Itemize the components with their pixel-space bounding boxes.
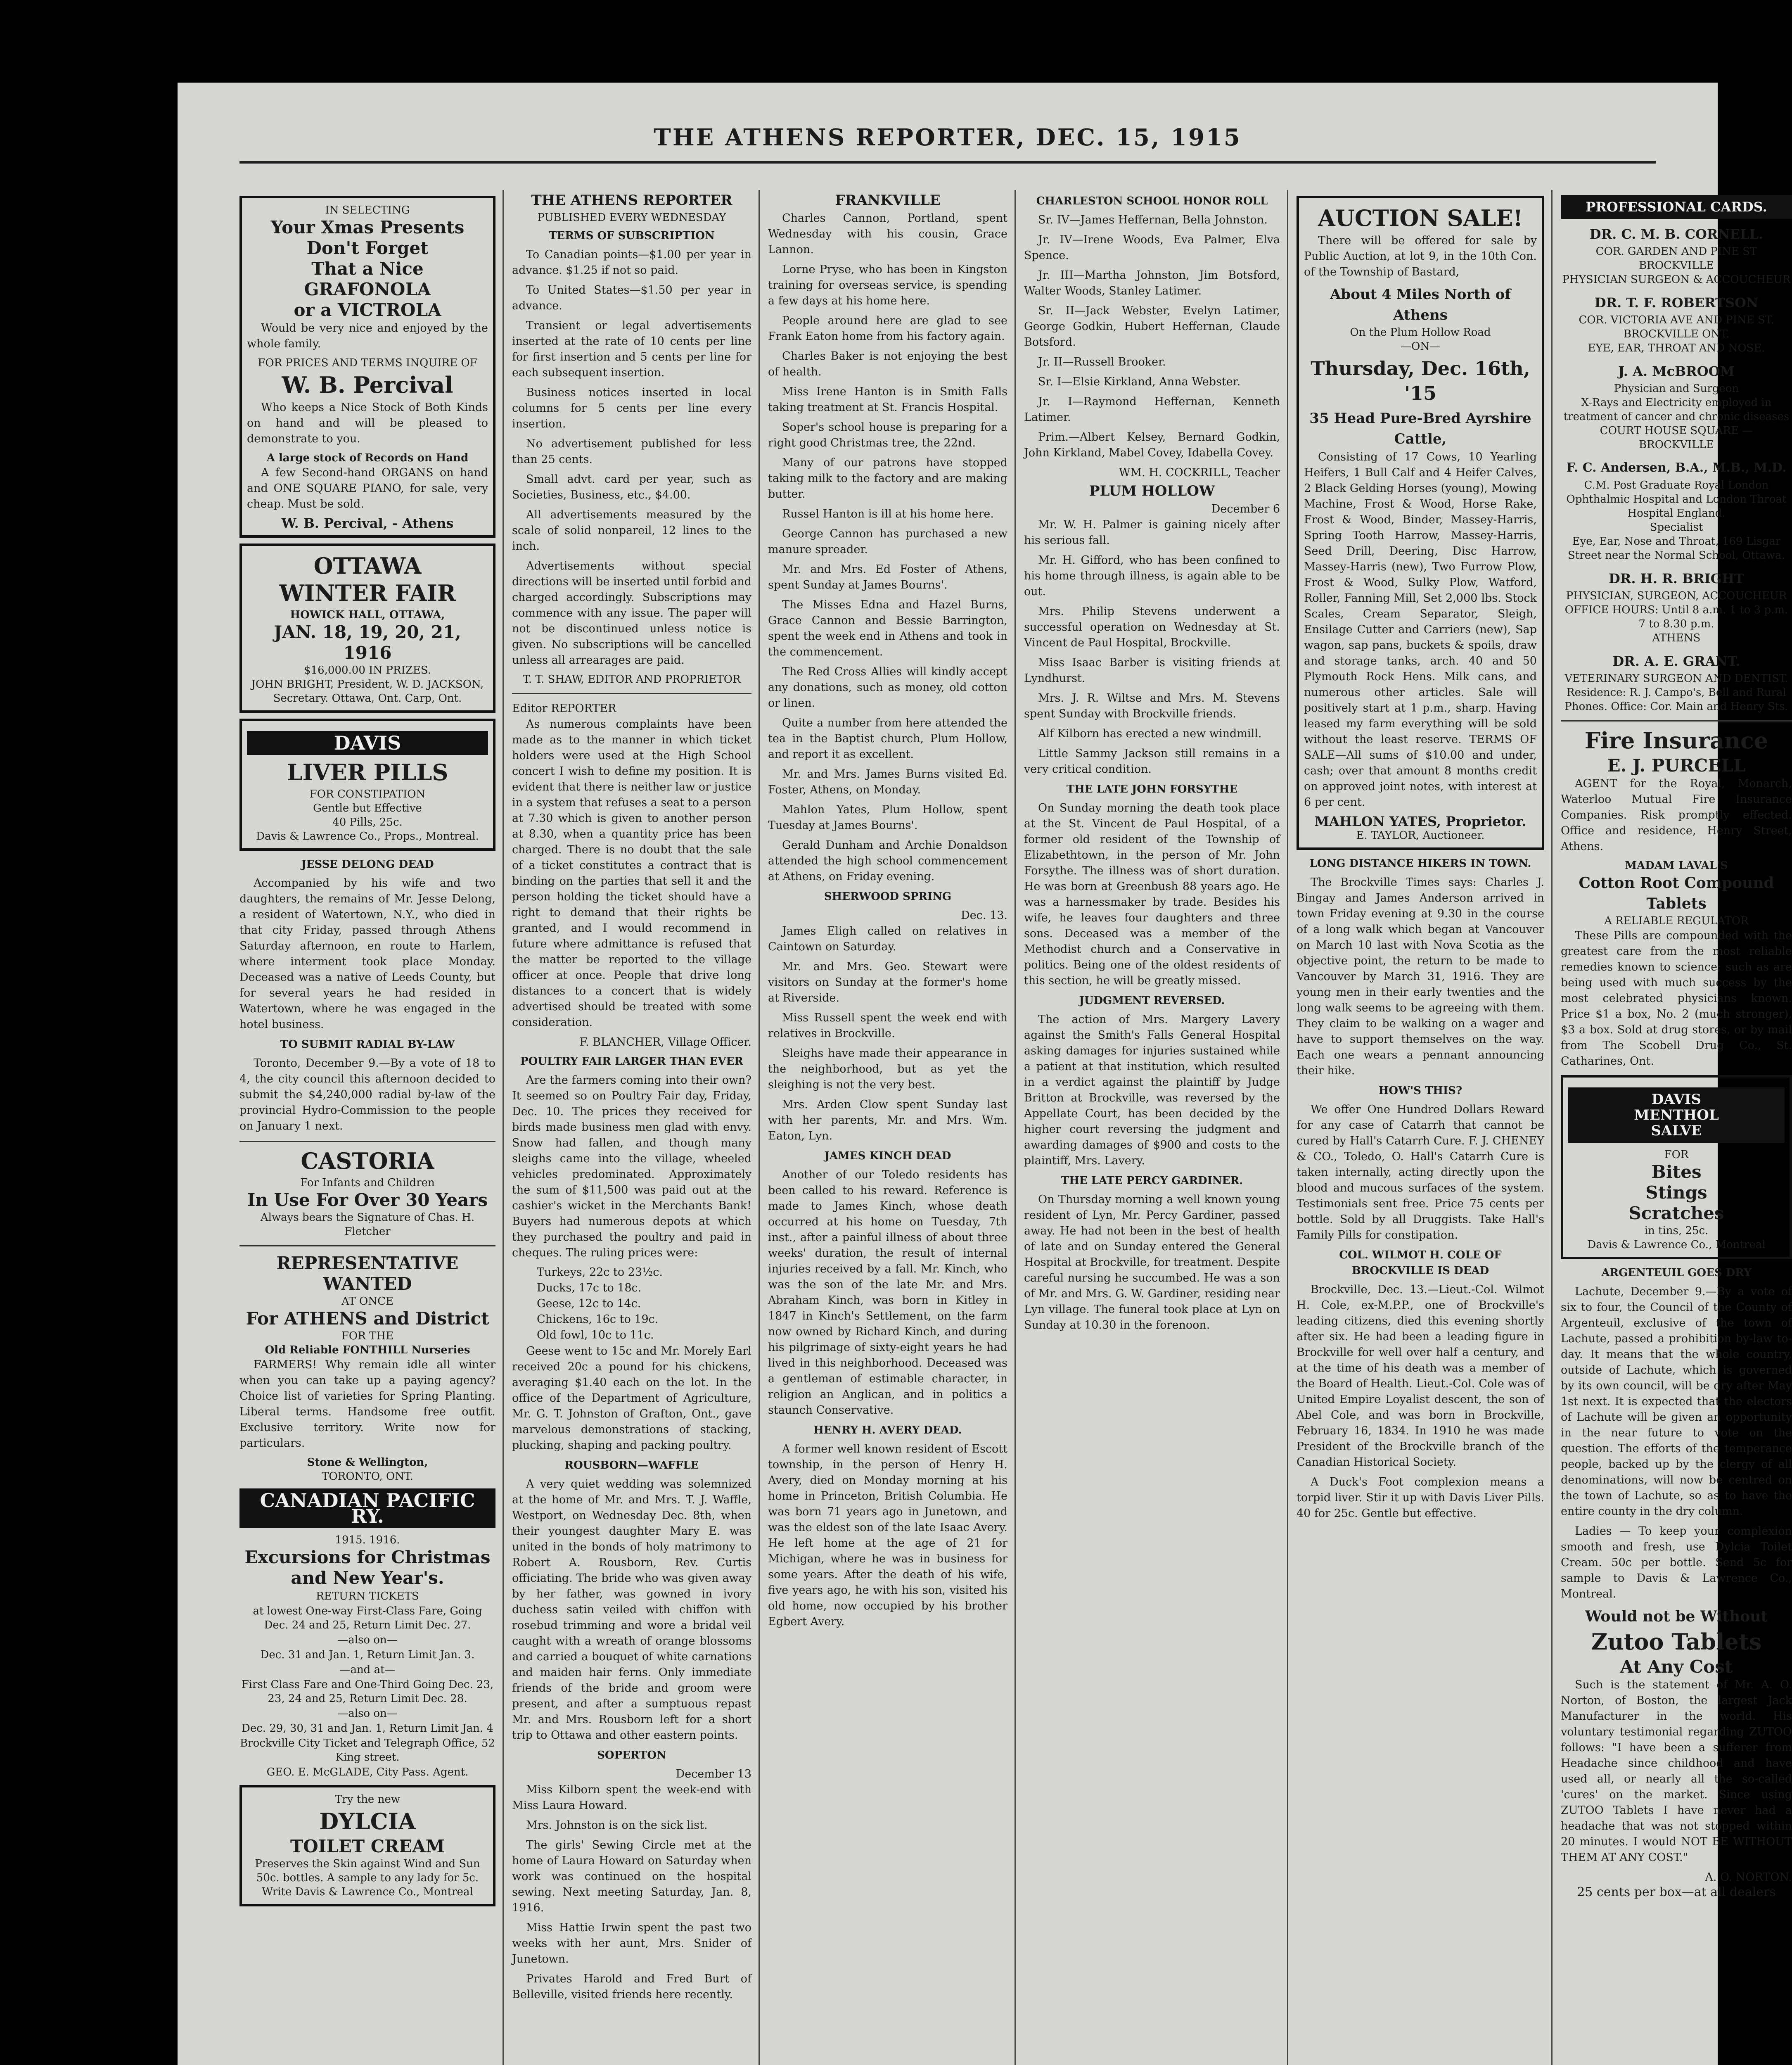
liver-pills-title: LIVER PILLS xyxy=(287,759,448,786)
zutoo-line: Would not be Without xyxy=(1585,1608,1768,1625)
cole-headline: COL. WILMOT H. COLE OF BROCKVILLE IS DEAD xyxy=(1339,1249,1502,1277)
fair-officers: JOHN BRIGHT, President, W. D. JACKSON, Secretary. Ottawa, Ont. Carp, Ont. xyxy=(251,678,484,705)
card xyxy=(1561,651,1792,714)
purcell-name: E. J. PURCELL xyxy=(1607,755,1746,776)
laval-head: MADAM LAVAL'S xyxy=(1625,859,1728,872)
price-item: Old fowl, 10c to 11c. xyxy=(537,1329,654,1341)
cpr-line: Dec. 29, 30, 31 and Jan. 1, Return Limit Jan. 4 xyxy=(242,1722,493,1735)
soperton-headline: SOPERTON xyxy=(597,1749,666,1761)
forsythe-headline: THE LATE JOHN FORSYTHE xyxy=(1066,783,1238,795)
editor-line: T. T. SHAW, EDITOR AND PROPRIETOR xyxy=(523,673,741,686)
pills-line: Gentle but Effective xyxy=(313,802,422,814)
frankville-item: Mahlon Yates, Plum Hollow, spent Tuesday at James Bourns'. xyxy=(768,803,1007,832)
card-name: F. C. Andersen, B.A., M.B., M.D. xyxy=(1566,460,1787,475)
frankville-item: Russel Hanton is ill at his home here. xyxy=(782,508,994,520)
delong-headline: JESSE DELONG DEAD xyxy=(301,858,434,871)
plum-date: December 6 xyxy=(1211,503,1280,515)
letter-sign: F. BLANCHER, Village Officer. xyxy=(579,1036,751,1049)
percival-body: Who keeps a Nice Stock of Both Kinds on hand and will be pleased to demonstrate to you. xyxy=(247,401,488,445)
xmas-line: IN SELECTING xyxy=(325,204,410,216)
card xyxy=(1561,568,1792,645)
auction-road: On the Plum Hollow Road xyxy=(1350,326,1491,339)
subs-para: All advertisements measured by the scale of solid nonpareil, 12 lines to the inch. xyxy=(512,508,751,553)
card xyxy=(1561,458,1792,563)
card-name: DR. H. R. BRIGHT xyxy=(1609,571,1744,586)
honor-item: Jr. IV—Irene Woods, Eva Palmer, Elva Spence. xyxy=(1024,233,1280,262)
cpr-line: First Class Fare and One-Third Going Dec. 23, 23, 24 and 25, Return Limit Dec. 28. xyxy=(241,1678,494,1705)
plum-item: Mrs. J. R. Wiltse and Mrs. M. Stevens spent Sunday with Brockville friends. xyxy=(1024,692,1280,720)
wanted-body: FARMERS! Why remain idle all winter when you can take up a paying agency? Choice list of varieties for Spring Planting. Liberal terms. Handsome free outfit. Exclusive territory. Write now for particulars. xyxy=(239,1358,495,1450)
honor-item: Jr. II—Russell Brooker. xyxy=(1038,356,1166,368)
frankville-item: Gerald Dunham and Archie Donaldson attended the high school commencement at Athens, on Friday evening. xyxy=(768,839,1007,883)
card-name: DR. C. M. B. CORNELL. xyxy=(1589,226,1764,242)
radial-body: Toronto, December 9.—By a vote of 18 to 4, the city council this afternoon decided to submit the $4,240,000 radial by-law of the provincial Hydro-Commission to the people on January 1 next. xyxy=(239,1057,495,1132)
cpr-line: at lowest One-way First-Class Fare, Going Dec. 24 and 25, Return Limit Dec. 27. xyxy=(253,1605,482,1631)
organs-line: A few Second-hand ORGANS on hand and ONE SQUARE PIANO, for sale, very cheap. Must be sold. xyxy=(247,466,488,510)
radial-headline: TO SUBMIT RADIAL BY-LAW xyxy=(280,1038,455,1051)
auction-on: —ON— xyxy=(1400,340,1441,353)
plum-item: Miss Isaac Barber is visiting friends at Lyndhurst. xyxy=(1024,656,1280,685)
auction-sign: MAHLON YATES, Proprietor. xyxy=(1314,814,1527,829)
dylcia-line: TOILET CREAM xyxy=(290,1836,445,1856)
letter-salutation: Editor REPORTER xyxy=(512,702,616,715)
sherwood-item: Mr. and Mrs. Geo. Stewart were visitors on Sunday at the former's home at Riverside. xyxy=(768,960,1007,1004)
honor-item: Jr. III—Martha Johnston, Jim Botsford, Walter Woods, Stanley Latimer. xyxy=(1024,269,1280,297)
frankville-item: The Red Cross Allies will kindly accept any donations, such as money, old cotton or linen. xyxy=(768,665,1007,710)
honor-sign: WM. H. COCKRILL, Teacher xyxy=(1119,466,1280,479)
delong-body: Accompanied by his wife and two daughters, the remains of Mr. Jesse Delong, a resident of Watertown, N.Y., who died in that city Friday, passed through Athens Saturday afternoon, en route to Harlem, where interment took place Monday. Deceased was a native of Leeds County, but for several years he had resided in Watertown, where he was engaged in the hotel business. xyxy=(239,877,495,1031)
card-line: Eye, Ear, Nose and Throat, 169 Lisgar Street near the Normal School, Ottawa. xyxy=(1568,535,1785,562)
card xyxy=(1561,361,1792,452)
cole-body: Brockville, Dec. 13.—Lieut.-Col. Wilmot H. Cole, ex-M.P.P., one of Brockville's leading citizens, died this evening shortly after six. He had been a leading figure in Brockville for well over half a century, and at the time of his death was a member of the Board of Health. Lieut.-Col. Cole was of United Empire Loyalist descent, the son of Abel Cole, and was born in Brockville, February 16, 1834. In 1910 he was made President of the Brockville branch of the Canadian Historical Society. xyxy=(1297,1283,1544,1469)
honor-item: Prim.—Albert Kelsey, Bernard Godkin, John Kirkland, Mabel Covey, Idabella Covey. xyxy=(1024,431,1280,459)
auction-body: Consisting of 17 Cows, 10 Yearling Heifers, 1 Bull Calf and 4 Heifer Calves, 2 Black Gelding Horses (young), Mowing Machine, Frost & Wood, Horse Rake, Frost & Wood, Binder, Massey-Harris, Spring Tooth Harrow, Massey-Harris, Seed Drill, Deering, Disc Harrow, Massey-Harris (new), Two Furrow Plow, Frost & Wood, Sulky Plow, Watford, Roller, Fanning Mill, Set 2,000 lbs. Stock Scales, Cream Separator, Sleigh, Ensilage Cutter and Carriers (new), Sap wagon, sap pans, buckets & spoils, draw and storage tanks, arch. 40 and 50 Plymouth Rock Hens. Milk cans, and numerous other articles. Sale will positively start at 1 p.m., sharp. Having leased my farm everything will be sold without the least reserve. TERMS OF SALE—All sums of $10.00 and under, cash; over that amount 8 months credit on approved joint notes, with interest at 6 per cent. xyxy=(1304,451,1537,809)
auction-location: About 4 Miles North of Athens xyxy=(1330,286,1511,323)
honor-item: Sr. IV—James Heffernan, Bella Johnston. xyxy=(1038,214,1268,226)
card xyxy=(1561,224,1792,287)
card-line: EYE, EAR, THROAT AND NOSE. xyxy=(1588,342,1765,354)
dylcia-title: DYLCIA xyxy=(319,1808,416,1835)
subs-para: Small advt. card per year, such as Societies, Business, etc., $4.00. xyxy=(512,473,751,501)
menthol-line: DAVIS xyxy=(1651,1091,1702,1108)
kinch-headline: JAMES KINCH DEAD xyxy=(824,1150,951,1162)
subs-para: Advertisements without special directions will be inserted until forbid and charged accordingly. Subscriptions may commence with any issue. The paper will not be discontinued unless notice is given. No subscriptions will be cancelled unless all arrearages are paid. xyxy=(512,560,751,667)
menthol-line: SALVE xyxy=(1651,1123,1702,1139)
wanted-title: REPRESENTATIVE WANTED xyxy=(276,1253,459,1294)
zutoo-line: At Any Cost xyxy=(1620,1657,1733,1677)
cpr-title: Excursions for Christmas and New Year's. xyxy=(244,1547,491,1588)
wedding-headline: ROUSBORN—WAFFLE xyxy=(564,1459,699,1472)
percival-sign: W. B. Percival, - Athens xyxy=(281,515,454,531)
subs-para: To United States—$1.50 per year in advance. xyxy=(512,284,751,312)
frankville-item: Lorne Pryse, who has been in Kingston training for overseas service, is spending a few days at his home here. xyxy=(768,263,1007,307)
frankville-item: People around here are glad to see Frank Eaton home from his factory again. xyxy=(768,314,1007,343)
menthol-line: in tins, 25c. xyxy=(1644,1225,1709,1237)
cpr-line: —also on— xyxy=(337,1634,398,1646)
menthol-line: FOR xyxy=(1664,1149,1689,1161)
duck-foot-ad: A Duck's Foot complexion means a torpid liver. Stir it up with Davis Liver Pills. 40 for 25c. Gentle but effective. xyxy=(1297,1476,1544,1520)
wedding-body: A very quiet wedding was solemnized at the home of Mr. and Mrs. T. J. Waffle, Westport, on Wednesday Dec. 8th, when their youngest daughter Mary E. was united in the bonds of holy matrimony to Robert A. Rousborn, Rev. Curtis officiating. The bride who was given away by her father, was gowned in ivory duchess satin veiled with chiffon with rosebud trimming and wore a bridal veil caught with a wreath of orange blossoms and carried a bouquet of white carnations and maiden hair ferns. Only immediate friends of the bride and groom were present, and after a sumptuous repast Mr. and Mrs. Rousborn left for a short trip to Ottawa and other eastern points. xyxy=(512,1478,751,1742)
avery-body: A former well known resident of Escott township, in the person of Henry H. Avery, died on Monday morning at his home in Princeton, British Columbia. He was born 71 years ago in Junetown, and was the eldest son of the late Isaac Avery. He left home at the age of 21 for Michigan, where he was in business for some years. After the death of his wife, five years ago, he with his son, visited his old home, now occupied by his brother Egbert Avery. xyxy=(768,1443,1007,1628)
price-item: Ducks, 17c to 18c. xyxy=(537,1282,642,1294)
auctioneer: E. TAYLOR, Auctioneer. xyxy=(1356,829,1485,842)
fair-title: OTTAWA xyxy=(313,553,422,579)
pills-line: FOR CONSTIPATION xyxy=(309,788,426,800)
card-line: Specialist xyxy=(1650,521,1703,534)
plum-item: Mr. H. Gifford, who has been confined to his home through illness, is again able to be out. xyxy=(1024,554,1280,598)
card-line: Physician and Surgeon xyxy=(1614,382,1739,395)
soperton-item: Privates Harold and Fred Burt of Belleville, visited friends here recently. xyxy=(512,1972,751,2001)
purcell-body: AGENT for the Royal, Monarch, Waterloo Mutual Fire Insurance Companies. Risk promptly effected. Office and residence, Henry Street, Athens. xyxy=(1561,777,1792,853)
newspaper-page xyxy=(178,83,1792,2065)
zutoo-price: 25 cents per box—at all dealers xyxy=(1577,1885,1776,1899)
frankville-headline: FRANKVILLE xyxy=(835,192,941,209)
divider xyxy=(239,1141,495,1142)
gardiner-body: On Thursday morning a well known young resident of Lyn, Mr. Percy Gardiner, passed away. He had not been in the best of health of late and on Sunday entered the General Hospital at Brockville, for treatment. Despite careful nursing he succumbed. He was a son of Mr. and Mrs. G. W. Gardiner, residing near Lyn village. The funeral took place at Lyn on Sunday at 10.30 in the forenoon. xyxy=(1024,1193,1280,1332)
column-rule xyxy=(503,190,504,2065)
cpr-line: GEO. E. McGLADE, City Pass. Agent. xyxy=(266,1766,469,1778)
judgment-body: The action of Mrs. Margery Lavery against the Smith's Falls General Hospital asking damages for injuries sustained while a patient at that institution, which resulted in a verdict against the plaintiff by Judge Britton at Brockville, was reversed by the Appellate Court, has been decided by the higher court reversing the judgment and awarding damages of $900 and costs to the plaintiff, Mrs. Lavery. xyxy=(1024,1013,1280,1167)
xmas-ad xyxy=(239,196,495,538)
subs-para: Business notices inserted in local columns for 5 cents per line every insertion. xyxy=(512,386,751,430)
laval-sub: A RELIABLE REGULATOR xyxy=(1604,915,1749,927)
laval-title: Cotton Root Compound Tablets xyxy=(1579,874,1774,912)
xmas-title: Your Xmas Presents xyxy=(270,217,465,237)
menthol-line: Davis & Lawrence Co., Montreal xyxy=(1587,1239,1766,1251)
column-rule xyxy=(759,190,760,2065)
ladies-ad: Ladies — To keep your complexion smooth and fresh, use Dylcia Toilet Cream. 50c per bottle. Send 5c for sample to Davis & Lawrence Co., Montreal. xyxy=(1561,1525,1792,1600)
poultry-body: Are the farmers coming into their own? It seemed so on Poultry Fair day, Friday, Dec. 10. The prices they received for birds made business men glad with envy. Snow had fallen, and though many sleighs came into the village, wheeled vehicles predominated. Approximately the sum of $11,500 was paid out at the cashier's wicket in the Merchants Bank! Buyers had numerous depots at which they purchased the poultry and paid in cheques. The ruling prices were: xyxy=(512,1074,751,1259)
wanted-line: AT ONCE xyxy=(341,1295,393,1308)
card-line: COR. GARDEN AND PINE ST xyxy=(1595,245,1757,258)
honor-item: Jr. I—Raymond Heffernan, Kenneth Latimer. xyxy=(1024,395,1280,424)
argenteuil-headline: ARGENTEUIL GOES DRY xyxy=(1601,1267,1752,1279)
zutoo-title: Zutoo Tablets xyxy=(1591,1628,1762,1655)
castoria-title: CASTORIA xyxy=(301,1148,434,1174)
cpr-line: RETURN TICKETS xyxy=(316,1590,419,1602)
dylcia-line: 50c. bottles. A sample to any lady for 5c. Write Davis & Lawrence Co., Montreal xyxy=(256,1872,479,1898)
xmas-body: Would be very nice and enjoyed by the whole family. xyxy=(247,322,488,350)
card-line: COR. VICTORIA AVE AND PINE ST. BROCKVILLE ONT. xyxy=(1579,314,1774,340)
paper-sub: PUBLISHED EVERY WEDNESDAY xyxy=(537,211,726,224)
davis-brand: DAVIS xyxy=(247,731,488,755)
paper-title: THE ATHENS REPORTER xyxy=(531,192,732,209)
frankville-item: Miss Irene Hanton is in Smith Falls taking treatment at St. Francis Hospital. xyxy=(768,385,1007,414)
frankville-item: Charles Cannon, Portland, spent Wednesday with his cousin, Grace Lannon. xyxy=(768,212,1007,256)
card-line: VETERINARY SURGEON AND DENTIST. xyxy=(1564,672,1788,685)
laval-body: These Pills are compounded with the greatest care from the most reliable remedies known to science; such as are being used with much success by the most celebrated physicians known. Price $1 a box, No. 2 (much stronger), $3 a box. Sold at drug stores, or by mail from The Scobell Drug Co., St. Catharines, Ont. xyxy=(1561,929,1792,1068)
soperton-item: Miss Hattie Irwin spent the past two weeks with her aunt, Mrs. Snider of Junetown. xyxy=(512,1921,751,1965)
frankville-item: Mr. and Mrs. Ed Foster of Athens, spent Sunday at James Bourns'. xyxy=(768,563,1007,591)
castoria-line: In Use For Over 30 Years xyxy=(247,1190,488,1210)
card-line: COURT HOUSE SQUARE — BROCKVILLE xyxy=(1600,425,1753,451)
kinch-body: Another of our Toledo residents has been called to his reward. Reference is made to James Kinch, whose death occurred at his home on Tuesday, 7th inst., after a painful illness of about three weeks' duration, the result of internal injuries received by a fall. Mr. Kinch, who was the son of the late Mr. and Mrs. Abraham Kinch, was born in Kitley in 1847 in Kinch's Settlement, on the farm now owned by Richard Kinch, and during his pilgrimage of sixty-eight years he had lived in this neighborhood. Deceased was a gentleman of estimable character, in religion an Anglican, and in politics a staunch Conservative. xyxy=(768,1168,1007,1417)
auction-date: Thursday, Dec. 16th, '15 xyxy=(1311,357,1530,404)
pills-price: 40 Pills, 25c. xyxy=(332,816,403,828)
poultry-prices xyxy=(512,1265,751,1343)
masthead-rule xyxy=(239,161,1656,164)
honor-item: Sr. II—Jack Webster, Evelyn Latimer, George Godkin, Hubert Heffernan, Claude Botsford. xyxy=(1024,304,1280,349)
frankville-item: The Misses Edna and Hazel Burns, Grace Cannon and Bessie Barrington, spent the week end in Athens and took in the commencement. xyxy=(768,598,1007,658)
dylcia-ad xyxy=(239,1785,495,1906)
fair-prizes: $16,000.00 IN PRIZES. xyxy=(304,664,431,676)
menthol-badge xyxy=(1568,1087,1785,1143)
divider xyxy=(1561,720,1792,722)
xmas-line: or a VICTROLA xyxy=(294,300,441,320)
menthol-salve-ad xyxy=(1561,1075,1792,1259)
hows-this-headline: HOW'S THIS? xyxy=(1378,1085,1463,1097)
wanted-line: FOR THE xyxy=(341,1330,394,1342)
column-rule xyxy=(1287,190,1288,2065)
card-line: ATHENS xyxy=(1652,632,1701,644)
sherwood-item: Miss Russell spent the week end with relatives in Brockville. xyxy=(768,1011,1007,1040)
xmas-terms: FOR PRICES AND TERMS INQUIRE OF xyxy=(258,357,477,369)
dylcia-line: Preserves the Skin against Wind and Sun xyxy=(255,1858,480,1870)
poultry-body-2: Geese went to 15c and Mr. Morely Earl received 20c a pound for his chickens, averaging $1.40 each on the lot. In the office of the Department of Agriculture, Mr. G. T. Johnston of Grafton, Ont., gave marvelous demonstrations of stacking, plucking, shaping and packing poultry. xyxy=(512,1345,751,1452)
wanted-line: Old Reliable FONTHILL Nurseries xyxy=(265,1344,470,1356)
gardiner-headline: THE LATE PERCY GARDINER. xyxy=(1061,1175,1243,1187)
card-name: DR. T. F. ROBERTSON xyxy=(1594,295,1759,311)
plum-item: Mrs. Philip Stevens underwent a successful operation on Wednesday at St. Vincent de Paul Hospital, Brockville. xyxy=(1024,605,1280,649)
xmas-line: That a Nice GRAFONOLA xyxy=(304,259,431,299)
subs-para: Transient or legal advertisements inserted at the rate of 10 cents per line for first insertion and 5 cents per line for each subsequent insertion. xyxy=(512,319,751,379)
cpr-line: Brockville City Ticket and Telegraph Office, 52 King street. xyxy=(240,1737,495,1764)
subs-para: No advertisement published for less than 25 cents. xyxy=(512,437,751,466)
castoria-signature: Always bears the Signature of Chas. H. Fletcher xyxy=(260,1211,475,1238)
menthol-line: Stings xyxy=(1645,1182,1707,1203)
card-name: DR. A. E. GRANT. xyxy=(1612,653,1740,669)
column-5 xyxy=(1297,190,1544,2065)
cpr-line: —also on— xyxy=(337,1707,398,1720)
frankville-item: Quite a number from here attended the tea in the Baptist church, Plum Hollow, and report it as excellent. xyxy=(768,717,1007,761)
price-item: Geese, 12c to 14c. xyxy=(537,1297,641,1310)
price-item: Turkeys, 22c to 23½c. xyxy=(537,1266,663,1279)
sherwood-headline: SHERWOOD SPRING xyxy=(824,890,952,903)
castoria-line: For Infants and Children xyxy=(300,1177,435,1189)
subs-para: To Canadian points—$1.00 per year in advance. $1.25 if not so paid. xyxy=(512,248,751,277)
cpr-line: —and at— xyxy=(339,1664,396,1676)
plum-hollow-headline: PLUM HOLLOW xyxy=(1089,483,1215,499)
soperton-item: Mrs. Johnston is on the sick list. xyxy=(526,1819,708,1832)
card-line: C.M. Post Graduate Royal London Ophthalmic Hospital and London Throat Hospital England. xyxy=(1566,479,1787,520)
card-line: Residence: R. J. Campo's, Bell and Rural Phones. Office: Cor. Main and Henry Sts. xyxy=(1564,686,1788,713)
sherwood-item: Sleighs have made their appearance in the neighborhood, but as yet the sleighing is not the very best. xyxy=(768,1047,1007,1091)
forsythe-body: On Sunday morning the death took place at the St. Vincent de Paul Hospital, of a former old resident of the Township of Elizabethtown, in the person of Mr. John Forsythe. The illness was of short duration. He was born at Greenbush 88 years ago. He was a harnessmaker by trade. Besides his wife, he leaves four daughters and three sons. Deceased was a member of the Methodist church and a Conservative in politics. Being one of the oldest residents of this section, he will be greatly missed. xyxy=(1024,802,1280,987)
cpr-line: Dec. 31 and Jan. 1, Return Limit Jan. 3. xyxy=(260,1649,475,1661)
pills-maker: Davis & Lawrence Co., Props., Montreal. xyxy=(256,830,479,843)
frankville-item: Many of our patrons have stopped taking milk to the factory and are making butter. xyxy=(768,456,1007,501)
poultry-headline: POULTRY FAIR LARGER THAN EVER xyxy=(520,1055,743,1068)
auction-title: AUCTION SALE! xyxy=(1318,205,1523,231)
winter-fair-ad xyxy=(239,544,495,713)
stone-name: Stone & Wellington, xyxy=(307,1456,428,1469)
card-line: OFFICE HOURS: Until 8 a.m. 1 to 3 p.m. 7 to 8.30 p.m. xyxy=(1564,604,1788,630)
card-name: J. A. McBROOM xyxy=(1618,363,1735,379)
plum-item: Alf Kilborn has erected a new windmill. xyxy=(1038,727,1262,740)
auction-ad xyxy=(1297,196,1544,850)
auction-intro: There will be offered for sale by Public Auction, at lot 9, in the 10th Con. of the Township of Bastard, xyxy=(1304,234,1537,278)
masthead: THE ATHENS REPORTER, DEC. 15, 1915 xyxy=(654,124,1242,151)
subs-headline: TERMS OF SUBSCRIPTION xyxy=(549,230,715,242)
column-2 xyxy=(512,190,751,2065)
wanted-line: For ATHENS and District xyxy=(246,1308,489,1329)
records-line: A large stock of Records on Hand xyxy=(266,452,469,464)
frankville-item: Soper's school house is preparing for a right good Christmas tree, the 22nd. xyxy=(768,421,1007,449)
percival-name: W. B. Percival xyxy=(282,372,453,398)
sherwood-item: James Eligh called on relatives in Caintown on Saturday. xyxy=(768,925,1007,953)
soperton-item: The girls' Sewing Circle met at the home of Laura Howard on Saturday when work was continued on the hospital sewing. Next meeting Saturday, Jan. 8, 1916. xyxy=(512,1839,751,1914)
fair-dates: JAN. 18, 19, 20, 21, 1916 xyxy=(274,622,461,663)
soperton-item: Miss Kilborn spent the week-end with Miss Laura Howard. xyxy=(512,1783,751,1812)
fair-hall: HOWICK HALL, OTTAWA, xyxy=(290,609,445,621)
card xyxy=(1561,292,1792,355)
argenteuil-body: Lachute, December 9.—By a vote of six to four, the Council of the County of Argenteuil, exclusive of the town of Lachute, passed a prohibition by-law to-day. It means that the whole country, outside of Lachute, which is governed by its own council, will be dry after May 1st next. It is expected that the electors of Lachute will be given an opportunity in the near future to vote on the question. The efforts of the temperance people, backed up by the clergy of all denominations, will now be centred on the town of Lachute, so as to have the entire county in the dry column. xyxy=(1561,1285,1792,1518)
fair-title: WINTER FAIR xyxy=(279,580,456,606)
cpr-years: 1915. 1916. xyxy=(335,1534,400,1546)
hikers-body: The Brockville Times says: Charles J. Bingay and James Anderson arrived in town Friday evening at 9.30 in the course of a long walk which began at Vancouver on March 10 last with Nova Scotia as the objective point, the return to be made to Vancouver by March 31, 1916. They are young men in their early twenties and the long walk seems to be agreeing with them. They claim to be walking on a wager and have to support themselves on the way. Each one wears a pennant announcing their hike. xyxy=(1297,876,1544,1077)
xmas-line: Don't Forget xyxy=(306,238,429,258)
cpr-lines xyxy=(239,1589,495,1779)
sherwood-item: Mrs. Arden Clow spent Sunday last with her parents, Mr. and Mrs. Wm. Eaton, Lyn. xyxy=(768,1098,1007,1142)
soperton-date: December 13 xyxy=(676,1768,751,1780)
cpr-banner: CANADIAN PACIFIC RY. xyxy=(239,1488,495,1528)
divider xyxy=(239,1245,495,1246)
avery-headline: HENRY H. AVERY DEAD. xyxy=(813,1424,962,1436)
column-1 xyxy=(239,190,495,2065)
frankville-item: Charles Baker is not enjoying the best of health. xyxy=(768,350,1007,378)
honor-roll-headline: CHARLESTON SCHOOL HONOR ROLL xyxy=(1036,195,1268,207)
column-rule xyxy=(1551,190,1553,2065)
plum-item: Little Sammy Jackson still remains in a very critical condition. xyxy=(1024,747,1280,776)
hows-this-body: We offer One Hundred Dollars Reward for any case of Catarrh that cannot be cured by Hall's Catarrh Cure. F. J. CHENEY & CO., Toledo, O. Hall's Catarrh Cure is taken internally, acting directly upon the blood and mucous surfaces of the system. Testimonials sent free. Price 75 cents per bottle. Sold by all Druggists. Take Hall's Family Pills for constipation. xyxy=(1297,1103,1544,1241)
sherwood-date: Dec. 13. xyxy=(961,909,1007,922)
frankville-item: Mr. and Mrs. James Burns visited Ed. Foster, Athens, on Monday. xyxy=(768,768,1007,796)
dylcia-line: Try the new xyxy=(335,1793,400,1806)
column-3 xyxy=(768,190,1007,2065)
professional-cards-header: PROFESSIONAL CARDS. xyxy=(1561,195,1792,219)
zutoo-body: Such is the statement of Mr. A. O. Norton, of Boston, the largest Jack Manufacturer in the world. His voluntary testimonial regarding ZUTOO follows: "I have been a sufferer from Headache since childhood and have used all, or nearly all the so-called 'cures' on the market. Since using ZUTOO Tablets I have never had a headache that was not stopped within 20 minutes. I would NOT BE WITHOUT THEM AT ANY COST." xyxy=(1561,1678,1792,1864)
zutoo-sign: A. O. NORTON. xyxy=(1705,1871,1792,1884)
column-6 xyxy=(1561,190,1792,2065)
menthol-line: Scratches xyxy=(1628,1203,1724,1223)
menthol-line: Bites xyxy=(1651,1162,1702,1182)
card-line: PHYSICIAN, SURGEON, ACCOUCHEUR xyxy=(1566,590,1787,602)
judgment-headline: JUDGMENT REVERSED. xyxy=(1079,995,1225,1007)
column-4 xyxy=(1024,190,1280,2065)
price-item: Chickens, 16c to 19c. xyxy=(537,1313,659,1326)
column-rule xyxy=(1015,190,1016,2065)
plum-item: Mr. W. H. Palmer is gaining nicely after his serious fall. xyxy=(1024,518,1280,547)
card-line: BROCKVILLE xyxy=(1639,259,1714,272)
honor-item: Sr. I—Elsie Kirkland, Anna Webster. xyxy=(1038,375,1241,388)
hikers-headline: LONG DISTANCE HIKERS IN TOWN. xyxy=(1309,857,1531,870)
letter-body: As numerous complaints have been made as to the manner in which ticket holders were used at the High School concert I wish to define my position. It is evident that there is neither law or justice in a system that refuses a seat to a person at 7.30 which is given to another person at 8.30, when a quantity price has been charged. There is no doubt that the sale of a ticket constitutes a contract that is binding on the parties that sell it and the person holding the ticket should have a right to demand that their rights be granted, and I would recommend in future where admittance is refused that the matter be reported to the village officer at once. People that drive long distances to a concert that is widely advertised should be treated with some consideration. xyxy=(512,718,751,1029)
stone-city: TORONTO, ONT. xyxy=(322,1470,413,1483)
auction-cattle: 35 Head Pure-Bred Ayrshire Cattle, xyxy=(1309,410,1531,447)
card-line: X-Rays and Electricity employed in treatment of cancer and chronic diseases xyxy=(1563,396,1790,423)
card-line: PHYSICIAN SURGEON & ACCOUCHEUR xyxy=(1562,273,1791,286)
divider xyxy=(512,693,751,694)
fire-insurance-title: Fire Insurance xyxy=(1584,727,1768,754)
frankville-item: George Cannon has purchased a new manure spreader. xyxy=(768,527,1007,556)
menthol-line: MENTHOL xyxy=(1634,1107,1719,1123)
davis-liver-pills-ad xyxy=(239,719,495,851)
